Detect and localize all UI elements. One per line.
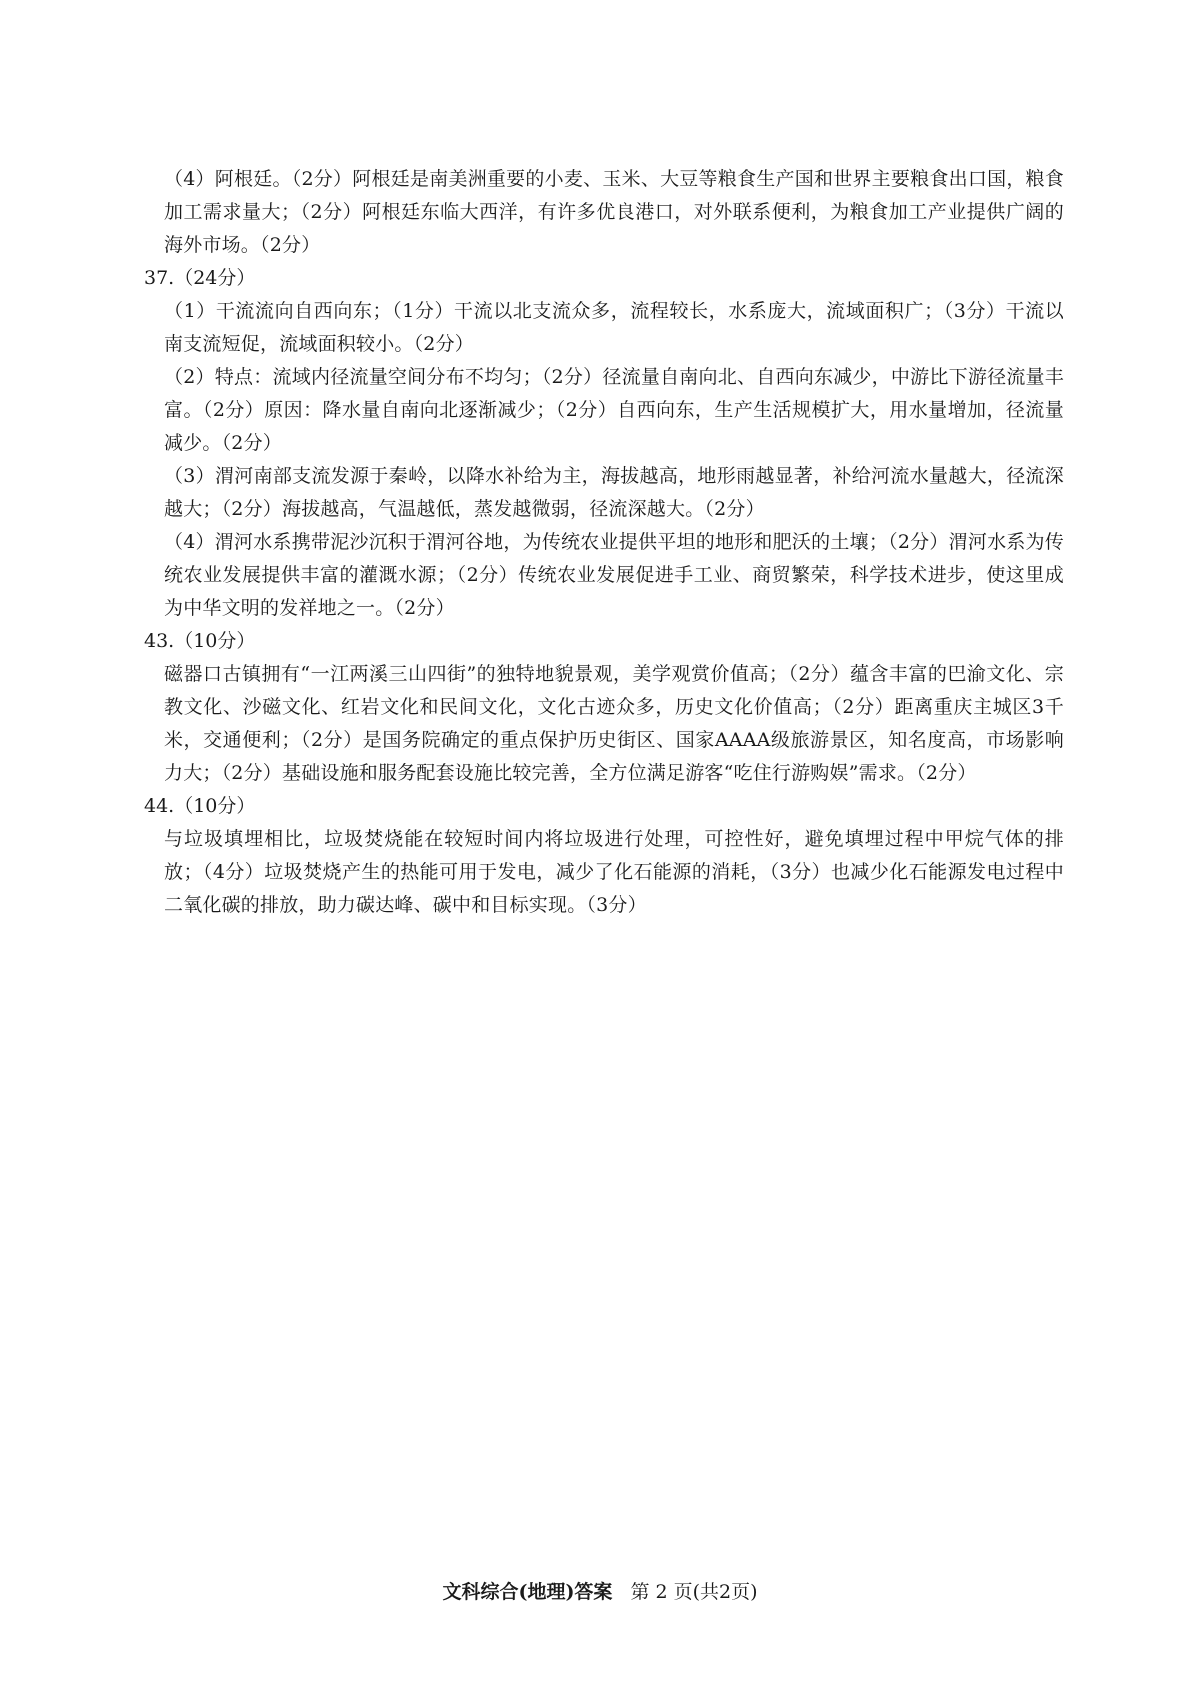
footer-page-number: 第 2 页(共2页) [630, 1581, 758, 1603]
answer-content [144, 163, 1064, 922]
answer-paragraph: 与垃圾填埋相比，垃圾焚烧能在较短时间内将垃圾进行处理，可控性好，避免填埋过程中甲烷气体的排放；（4分）垃圾焚烧产生的热能可用于发电，减少了化石能源的消耗，（3分）也减少化石能源发电过程中二氧化碳的排放，助力碳达峰、碳中和目标实现。（3分） [164, 828, 1064, 916]
page-footer [0, 1578, 1200, 1606]
question-number: 44.（10分） [144, 795, 256, 817]
answer-paragraph: （4）阿根廷。（2分）阿根廷是南美洲重要的小麦、玉米、大豆等粮食生产国和世界主要粮食出口国，粮食加工需求量大；（2分）阿根廷东临大西洋，有许多优良港口，对外联系便利，为粮食加工产业提供广阔的海外市场。（2分） [164, 168, 1064, 256]
footer-subject: 文科综合(地理)答案 [442, 1581, 613, 1603]
answer-paragraph: （4）渭河水系携带泥沙沉积于渭河谷地，为传统农业提供平坦的地形和肥沃的土壤；（2分）渭河水系为传统农业发展提供丰富的灌溉水源；（2分）传统农业发展促进手工业、商贸繁荣，科学技术进步，使这里成为中华文明的发祥地之一。（2分） [164, 531, 1064, 619]
answer-paragraph: （1）干流流向自西向东；（1分）干流以北支流众多，流程较长，水系庞大，流域面积广；（3分）干流以南支流短促，流域面积较小。（2分） [164, 300, 1064, 355]
question-number: 37.（24分） [144, 267, 256, 289]
answer-paragraph: （3）渭河南部支流发源于秦岭，以降水补给为主，海拔越高，地形雨越显著，补给河流水量越大，径流深越大；（2分）海拔越高，气温越低，蒸发越微弱，径流深越大。（2分） [164, 465, 1064, 520]
answer-paragraph: （2）特点：流域内径流量空间分布不均匀；（2分）径流量自南向北、自西向东减少，中游比下游径流量丰富。（2分）原因：降水量自南向北逐渐减少；（2分）自西向东，生产生活规模扩大，用水量增加，径流量减少。（2分） [164, 366, 1064, 454]
question-number: 43.（10分） [144, 630, 256, 652]
answer-paragraph: 磁器口古镇拥有“一江两溪三山四街”的独特地貌景观，美学观赏价值高；（2分）蕴含丰富的巴渝文化、宗教文化、沙磁文化、红岩文化和民间文化，文化古迹众多，历史文化价值高；（2分）距离重庆主城区3千米，交通便利；（2分）是国务院确定的重点保护历史街区、国家AAAA级旅游景区，知名度高，市场影响力大；（2分）基础设施和服务配套设施比较完善，全方位满足游客“吃住行游购娱”需求。（2分） [164, 663, 1064, 784]
